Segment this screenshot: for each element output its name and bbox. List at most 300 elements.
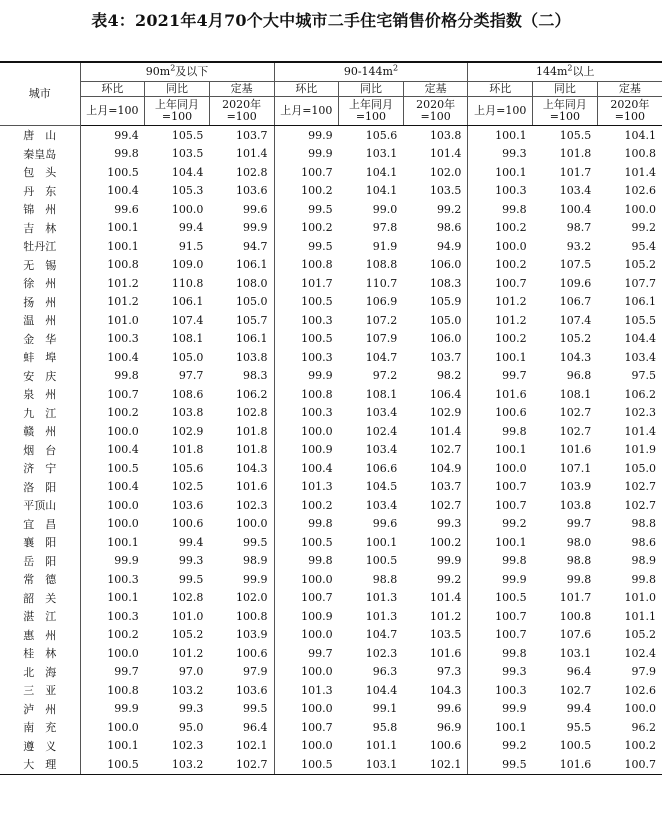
table-row	[0, 663, 662, 682]
table-body	[0, 126, 662, 775]
index-cell: 99.4	[114, 128, 139, 142]
index-cell: 99.9	[403, 552, 468, 571]
index-cell: 100.5	[80, 755, 145, 774]
index-cell: 100.0	[624, 702, 656, 716]
index-cell: 100.0	[301, 572, 333, 586]
table-row	[0, 496, 662, 515]
city-cell: 北 海	[0, 663, 80, 682]
index-cell: 105.7	[209, 311, 274, 330]
index-cell: 100.2	[107, 628, 139, 642]
index-cell: 101.1	[624, 609, 656, 623]
index-cell: 95.4	[631, 239, 656, 253]
index-cell: 97.9	[209, 663, 274, 682]
index-cell: 106.1	[209, 330, 274, 349]
index-cell: 106.1	[624, 295, 656, 309]
index-cell: 100.1	[365, 535, 398, 549]
sub-header-mom: 环比	[468, 82, 533, 97]
base-header-mom: 上月=100	[80, 97, 145, 126]
index-cell: 101.7	[559, 591, 592, 605]
index-cell: 99.9	[308, 369, 333, 383]
index-cell: 100.4	[107, 480, 139, 494]
index-cell: 100.0	[171, 202, 204, 216]
table-row	[0, 737, 662, 756]
index-cell: 100.3	[107, 332, 139, 346]
base-header-yoy: 上年同月=100	[339, 97, 404, 126]
base-header-fixed: 2020年=100	[403, 97, 468, 126]
index-cell: 103.4	[365, 406, 398, 420]
sub-header-fixed: 定基	[403, 82, 468, 97]
city-cell: 秦皇岛	[0, 145, 80, 164]
base-header-fixed: 2020年=100	[597, 97, 662, 126]
index-cell: 100.2	[495, 258, 527, 272]
index-cell: 102.5	[171, 480, 204, 494]
index-cell: 104.3	[559, 350, 592, 364]
index-cell: 99.5	[209, 700, 274, 719]
index-cell: 100.1	[495, 350, 527, 364]
index-cell: 98.8	[631, 517, 656, 531]
index-cell: 106.9	[365, 295, 398, 309]
index-cell: 101.4	[403, 589, 468, 608]
index-cell: 107.4	[171, 313, 204, 327]
index-cell: 100.7	[301, 165, 333, 179]
index-cell: 97.7	[178, 369, 204, 383]
page-title: 表4：2021年4月70个大中城市二手住宅销售价格分类指数（二）	[91, 11, 571, 30]
index-cell: 93.2	[566, 239, 592, 253]
city-column-header: 城市	[0, 62, 80, 126]
index-cell: 110.8	[171, 276, 204, 290]
table-row	[0, 330, 662, 349]
index-cell: 104.1	[365, 184, 398, 198]
index-cell: 103.5	[403, 626, 468, 645]
sub-header-yoy: 同比	[339, 82, 404, 97]
index-cell: 100.6	[495, 406, 527, 420]
index-cell: 99.5	[209, 533, 274, 552]
index-cell: 101.2	[107, 295, 139, 309]
index-cell: 101.8	[559, 147, 592, 161]
index-cell: 100.5	[559, 739, 592, 753]
index-cell: 99.2	[502, 517, 527, 531]
table-row	[0, 200, 662, 219]
index-cell: 100.2	[495, 221, 527, 235]
index-cell: 99.3	[502, 147, 527, 161]
index-cell: 102.6	[624, 184, 656, 198]
city-cell: 赣 州	[0, 422, 80, 441]
city-cell: 遵 义	[0, 737, 80, 756]
index-cell: 106.1	[171, 295, 204, 309]
base-header-mom: 上月=100	[274, 97, 339, 126]
city-cell: 徐 州	[0, 274, 80, 293]
index-cell: 102.4	[624, 646, 656, 660]
index-cell: 100.8	[301, 258, 333, 272]
index-cell: 105.2	[559, 332, 592, 346]
index-cell: 101.6	[209, 478, 274, 497]
index-cell: 99.2	[502, 739, 527, 753]
city-cell: 岳 阳	[0, 552, 80, 571]
index-cell: 105.0	[403, 311, 468, 330]
sub-header-mom: 环比	[80, 82, 145, 97]
index-cell: 103.1	[559, 646, 592, 660]
table-row	[0, 459, 662, 478]
index-cell: 100.3	[301, 350, 333, 364]
index-cell: 100.0	[301, 424, 333, 438]
index-cell: 105.2	[171, 628, 204, 642]
index-cell: 100.6	[403, 737, 468, 756]
table-row	[0, 311, 662, 330]
index-cell: 94.7	[209, 237, 274, 256]
index-cell: 103.7	[403, 348, 468, 367]
index-cell: 107.7	[624, 276, 656, 290]
index-cell: 104.4	[171, 165, 204, 179]
index-cell: 98.6	[403, 219, 468, 238]
index-cell: 99.8	[502, 554, 527, 568]
index-cell: 100.8	[624, 147, 656, 161]
index-cell: 102.7	[624, 480, 656, 494]
index-cell: 100.1	[107, 535, 139, 549]
index-cell: 97.5	[631, 369, 656, 383]
index-cell: 100.0	[301, 665, 333, 679]
city-cell: 温 州	[0, 311, 80, 330]
city-cell: 韶 关	[0, 589, 80, 608]
base-header-fixed: 2020年=100	[209, 97, 274, 126]
index-cell: 100.4	[301, 461, 333, 475]
table-row	[0, 515, 662, 534]
index-cell: 100.6	[209, 644, 274, 663]
index-cell: 106.0	[403, 330, 468, 349]
index-cell: 100.0	[301, 628, 333, 642]
index-cell: 100.3	[107, 572, 139, 586]
index-cell: 102.6	[624, 683, 656, 697]
index-cell: 100.0	[495, 461, 527, 475]
index-cell: 104.7	[365, 628, 398, 642]
index-cell: 101.4	[624, 165, 656, 179]
table-row	[0, 237, 662, 256]
index-cell: 104.7	[365, 350, 398, 364]
index-cell: 99.9	[502, 572, 527, 586]
index-cell: 96.4	[566, 665, 592, 679]
index-cell: 96.3	[372, 665, 398, 679]
index-cell: 104.4	[624, 332, 656, 346]
index-cell: 99.3	[502, 665, 527, 679]
index-cell: 101.7	[559, 165, 592, 179]
table-row	[0, 145, 662, 164]
table-row	[0, 700, 662, 719]
index-cell: 103.4	[365, 498, 398, 512]
index-cell: 100.8	[107, 683, 139, 697]
table-row	[0, 552, 662, 571]
index-cell: 100.8	[559, 609, 592, 623]
table-row	[0, 385, 662, 404]
index-cell: 99.7	[566, 517, 592, 531]
index-cell: 99.8	[308, 517, 333, 531]
index-cell: 99.5	[308, 202, 333, 216]
index-cell: 101.7	[301, 276, 333, 290]
index-cell: 102.3	[171, 739, 204, 753]
index-cell: 99.2	[403, 200, 468, 219]
index-cell: 108.6	[171, 387, 204, 401]
index-cell: 101.4	[624, 424, 656, 438]
city-cell: 常 德	[0, 570, 80, 589]
index-cell: 98.8	[372, 572, 398, 586]
group-header-small: $90m^2$及以下	[80, 62, 274, 82]
index-cell: 99.9	[114, 554, 139, 568]
index-cell: 100.1	[495, 720, 527, 734]
index-cell: 99.2	[403, 570, 468, 589]
index-cell: 100.2	[495, 332, 527, 346]
index-cell: 96.4	[209, 718, 274, 737]
index-cell: 101.1	[365, 739, 398, 753]
index-cell: 97.9	[631, 665, 656, 679]
index-cell: 101.3	[365, 591, 398, 605]
index-cell: 103.7	[403, 478, 468, 497]
index-cell: 100.5	[301, 295, 333, 309]
index-cell: 100.8	[301, 387, 333, 401]
index-cell: 105.0	[624, 461, 656, 475]
index-cell: 100.7	[107, 387, 139, 401]
index-cell: 100.5	[107, 461, 139, 475]
table-row	[0, 219, 662, 238]
index-cell: 103.8	[209, 348, 274, 367]
index-cell: 91.5	[178, 239, 204, 253]
group-header-large: $144m^2$以上	[468, 62, 662, 82]
index-cell: 108.8	[365, 258, 398, 272]
index-cell: 102.9	[403, 404, 468, 423]
index-cell: 99.3	[178, 702, 204, 716]
table-row	[0, 626, 662, 645]
table-row	[0, 755, 662, 774]
index-cell: 99.1	[372, 702, 398, 716]
index-cell: 102.3	[365, 646, 398, 660]
base-header-yoy: 上年同月=100	[145, 97, 210, 126]
city-cell: 丹 东	[0, 182, 80, 201]
index-cell: 108.1	[365, 387, 398, 401]
index-cell: 99.3	[403, 515, 468, 534]
table-row	[0, 589, 662, 608]
index-cell: 105.2	[624, 258, 656, 272]
index-cell: 103.7	[209, 126, 274, 145]
index-cell: 99.8	[502, 646, 527, 660]
index-cell: 100.3	[495, 683, 527, 697]
index-cell: 98.9	[631, 554, 656, 568]
index-cell: 100.1	[107, 239, 139, 253]
city-cell: 安 庆	[0, 367, 80, 386]
index-cell: 99.4	[566, 702, 592, 716]
index-cell: 98.7	[566, 221, 592, 235]
index-cell: 100.7	[495, 276, 527, 290]
index-cell: 99.8	[502, 424, 527, 438]
index-cell: 104.1	[624, 128, 656, 142]
index-cell: 100.5	[107, 165, 139, 179]
index-cell: 97.8	[372, 221, 398, 235]
index-cell: 106.4	[403, 385, 468, 404]
index-cell: 100.1	[495, 128, 527, 142]
index-cell: 100.2	[301, 184, 333, 198]
index-cell: 103.6	[209, 681, 274, 700]
city-cell: 扬 州	[0, 293, 80, 312]
index-cell: 102.8	[171, 591, 204, 605]
sub-header-fixed: 定基	[597, 82, 662, 97]
index-cell: 103.8	[171, 406, 204, 420]
index-cell: 100.9	[301, 609, 333, 623]
table-row	[0, 422, 662, 441]
index-cell: 100.0	[495, 239, 527, 253]
index-cell: 100.1	[495, 165, 527, 179]
index-cell: 100.3	[301, 313, 333, 327]
index-cell: 101.0	[624, 591, 656, 605]
index-cell: 100.2	[624, 739, 656, 753]
index-cell: 99.4	[178, 221, 204, 235]
index-cell: 100.2	[107, 406, 139, 420]
index-cell: 100.1	[107, 739, 139, 753]
index-cell: 97.0	[178, 665, 204, 679]
city-cell: 宜 昌	[0, 515, 80, 534]
index-cell: 108.0	[209, 274, 274, 293]
table-row	[0, 478, 662, 497]
price-index-table	[0, 61, 662, 775]
city-cell: 包 头	[0, 163, 80, 182]
index-cell: 98.3	[209, 367, 274, 386]
city-cell: 惠 州	[0, 626, 80, 645]
index-cell: 99.8	[308, 554, 333, 568]
index-cell: 100.0	[209, 515, 274, 534]
index-cell: 107.1	[559, 461, 592, 475]
index-cell: 99.8	[114, 369, 139, 383]
city-cell: 平顶山	[0, 496, 80, 515]
city-cell: 牡丹江	[0, 237, 80, 256]
index-cell: 102.1	[403, 755, 468, 774]
city-cell: 湛 江	[0, 607, 80, 626]
index-cell: 105.3	[171, 184, 204, 198]
index-cell: 107.9	[365, 332, 398, 346]
index-cell: 103.6	[171, 498, 204, 512]
index-cell: 100.2	[301, 221, 333, 235]
index-cell: 103.5	[403, 182, 468, 201]
index-cell: 102.0	[209, 589, 274, 608]
index-cell: 100.7	[495, 628, 527, 642]
index-cell: 100.5	[301, 535, 333, 549]
index-cell: 101.2	[107, 276, 139, 290]
index-cell: 106.2	[624, 387, 656, 401]
index-cell: 104.3	[403, 681, 468, 700]
index-cell: 100.9	[301, 443, 333, 457]
index-cell: 102.7	[403, 496, 468, 515]
index-cell: 91.9	[372, 239, 398, 253]
index-cell: 101.2	[495, 313, 527, 327]
index-cell: 108.1	[171, 332, 204, 346]
index-cell: 99.6	[114, 202, 139, 216]
index-cell: 99.4	[178, 535, 204, 549]
index-cell: 105.5	[624, 313, 656, 327]
city-cell: 襄 阳	[0, 533, 80, 552]
index-cell: 107.5	[559, 258, 592, 272]
index-cell: 105.0	[171, 350, 204, 364]
index-cell: 100.2	[403, 533, 468, 552]
index-cell: 100.4	[559, 202, 592, 216]
index-cell: 106.2	[209, 385, 274, 404]
table-row	[0, 607, 662, 626]
index-cell: 96.9	[403, 718, 468, 737]
city-cell: 金 华	[0, 330, 80, 349]
index-cell: 99.9	[308, 147, 333, 161]
index-cell: 98.8	[566, 554, 592, 568]
index-cell: 95.8	[372, 720, 398, 734]
base-header-yoy: 上年同月=100	[533, 97, 598, 126]
index-cell: 105.6	[365, 128, 398, 142]
index-cell: 101.2	[403, 607, 468, 626]
index-cell: 101.2	[495, 295, 527, 309]
index-cell: 101.4	[209, 145, 274, 164]
sub-header-yoy: 同比	[533, 82, 598, 97]
index-cell: 99.9	[209, 219, 274, 238]
city-cell: 济 宁	[0, 459, 80, 478]
index-cell: 103.9	[559, 480, 592, 494]
index-cell: 100.5	[495, 591, 527, 605]
table-row	[0, 718, 662, 737]
index-cell: 98.6	[631, 535, 656, 549]
index-cell: 103.5	[171, 147, 204, 161]
index-cell: 99.7	[502, 369, 527, 383]
index-cell: 103.1	[365, 147, 398, 161]
index-cell: 99.8	[114, 147, 139, 161]
index-cell: 99.7	[114, 665, 139, 679]
table-row	[0, 163, 662, 182]
index-cell: 101.8	[171, 443, 204, 457]
index-cell: 104.9	[403, 459, 468, 478]
index-cell: 99.6	[209, 200, 274, 219]
group-header-medium: $90-144m^2$	[274, 62, 468, 82]
index-cell: 103.8	[559, 498, 592, 512]
index-cell: 98.2	[403, 367, 468, 386]
index-cell: 108.1	[559, 387, 592, 401]
index-cell: 98.9	[209, 552, 274, 571]
index-cell: 106.7	[559, 295, 592, 309]
index-cell: 100.1	[107, 591, 139, 605]
city-cell: 桂 林	[0, 644, 80, 663]
table-row	[0, 182, 662, 201]
city-cell: 无 锡	[0, 256, 80, 275]
index-cell: 100.1	[107, 221, 139, 235]
index-cell: 100.8	[107, 258, 139, 272]
sub-header-mom: 环比	[274, 82, 339, 97]
index-cell: 102.9	[171, 424, 204, 438]
index-cell: 106.6	[365, 461, 398, 475]
index-cell: 103.4	[624, 350, 656, 364]
index-cell: 105.5	[559, 128, 592, 142]
index-cell: 99.8	[631, 572, 656, 586]
index-cell: 105.6	[171, 461, 204, 475]
index-cell: 96.8	[566, 369, 592, 383]
index-cell: 101.9	[624, 443, 656, 457]
index-cell: 103.9	[209, 626, 274, 645]
index-cell: 105.0	[209, 293, 274, 312]
index-cell: 101.6	[495, 387, 527, 401]
index-cell: 96.2	[631, 720, 656, 734]
index-cell: 109.6	[559, 276, 592, 290]
index-cell: 103.6	[209, 182, 274, 201]
index-cell: 103.4	[365, 443, 398, 457]
index-cell: 110.7	[365, 276, 398, 290]
index-cell: 97.3	[403, 663, 468, 682]
index-cell: 105.5	[171, 128, 204, 142]
index-cell: 106.0	[403, 256, 468, 275]
table-row	[0, 256, 662, 275]
index-cell: 99.8	[502, 202, 527, 216]
index-cell: 109.0	[171, 258, 204, 272]
sub-header-fixed: 定基	[209, 82, 274, 97]
index-cell: 99.8	[566, 572, 592, 586]
index-cell: 100.7	[597, 755, 662, 774]
index-cell: 107.4	[559, 313, 592, 327]
city-cell: 吉 林	[0, 219, 80, 238]
